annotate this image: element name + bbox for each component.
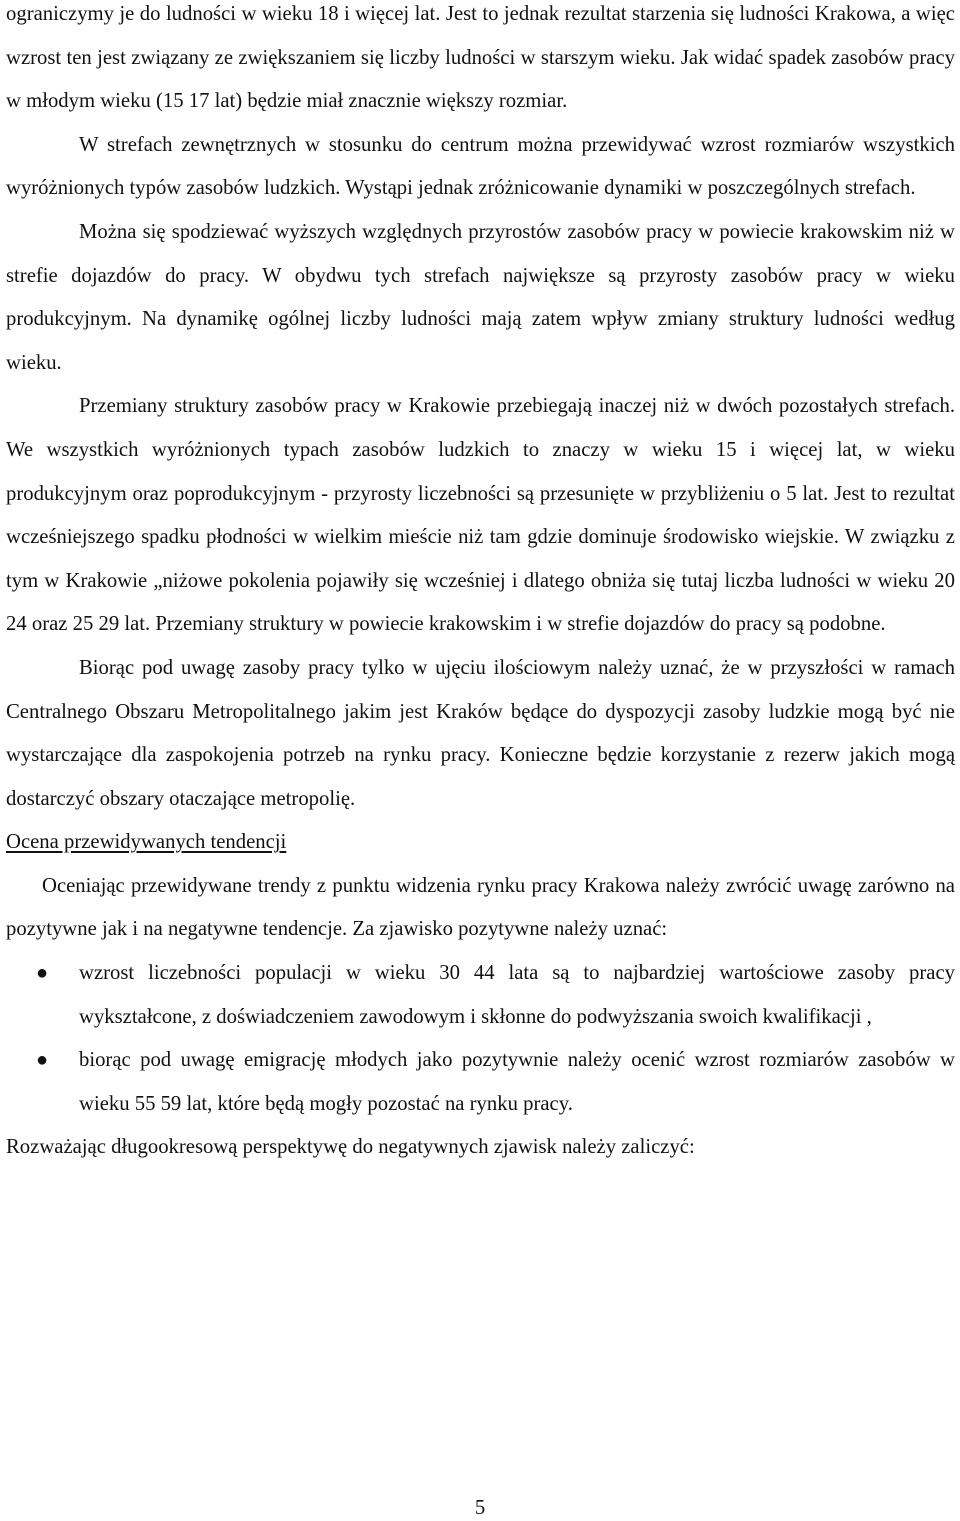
document-body — [6, 0, 955, 1170]
paragraph-krakow-county: Można się spodziewać wyższych względnych przyrostów zasobów pracy w powiecie krakowskim niż w strefie dojazdów do pracy. W obydwu tych strefach największe są przyrosty zasobów pracy w wieku produkcyjnym. Na dynamikę ogólnej liczby ludności mają zatem wpływ zmiany struktury ludności według wieku. — [6, 220, 955, 374]
bullet-icon: ● — [36, 962, 49, 985]
list-item — [6, 1039, 955, 1126]
bullet-icon: ● — [36, 1049, 49, 1072]
list-item-text: wzrost liczebności populacji w wieku 30 44 lata są to najbardziej wartościowe zasoby pracy wykształcone, z doświadczeniem zawodowym i skłonne do podwyższania swoich kwalifikacji , — [79, 962, 955, 1028]
paragraph-trends-assessment: Oceniając przewidywane trendy z punktu widzenia rynku pracy Krakowa należy zwrócić uwagę zarówno na pozytywne jak i na negatywne tendencje. Za zjawisko pozytywne należy uznać: — [6, 874, 955, 941]
section-heading: Ocena przewidywanych tendencji — [6, 831, 287, 854]
paragraph-krakow-structure: Przemiany struktury zasobów pracy w Krakowie przebiegają inaczej niż w dwóch pozostałych strefach. We wszystkich wyróżnionych typach zasobów ludzkich to znaczy w wieku 15 i więcej lat, w wieku produkcyjnym oraz poprodukcyjnym - przyrosty liczebności są przesunięte w przybliżeniu o 5 lat. Jest to rezultat wcześniejszego spadku płodności w wielkim mieście niż tam gdzie dominuje środowisko wiejskie. W związku z tym w Krakowie „niżowe pokolenia pojawiły się wcześniej i dlatego obniża się tutaj liczba ludności w wieku 20 24 oraz 25 29 lat. Przemiany struktury w powiecie krakowskim i w strefie dojazdów do pracy są podobne. — [6, 395, 955, 636]
paragraph-negative-trends-intro: Rozważając długookresową perspektywę do negatywnych zjawisk należy zaliczyć: — [6, 1136, 695, 1159]
list-item — [6, 952, 955, 1039]
positive-trends-list — [6, 952, 955, 1126]
list-item-text: biorąc pod uwagę emigrację młodych jako pozytywnie należy ocenić wzrost rozmiarów zasobów w wieku 55 59 lat, które będą mogły pozostać na rynku pracy. — [79, 1049, 955, 1115]
paragraph-labor-resources: Biorąc pod uwagę zasoby pracy tylko w ujęciu ilościowym należy uznać, że w przyszłości w ramach Centralnego Obszaru Metropolitalnego jakim jest Kraków będące do dyspozycji zasoby ludzkie mogą być nie wystarczające dla zaspokojenia potrzeb na rynku pracy. Konieczne będzie korzystanie z rezerw jakich mogą dostarczyć obszary otaczające metropolię. — [6, 656, 955, 810]
paragraph-external-zones: W strefach zewnętrznych w stosunku do centrum można przewidywać wzrost rozmiarów wszystkich wyróżnionych typów zasobów ludzkich. Wystąpi jednak zróżnicowanie dynamiki w poszczególnych strefach. — [6, 133, 955, 200]
page-number: 5 — [474, 1497, 486, 1519]
paragraph-continuation: ograniczymy je do ludności w wieku 18 i więcej lat. Jest to jednak rezultat starzenia się ludności Krakowa, a więc wzrost ten jest związany ze zwiększaniem się liczby ludności w starszym wieku. Jak widać spadek zasobów pracy w młodym wieku (15 17 lat) będzie miał znacznie większy rozmiar. — [6, 3, 955, 113]
